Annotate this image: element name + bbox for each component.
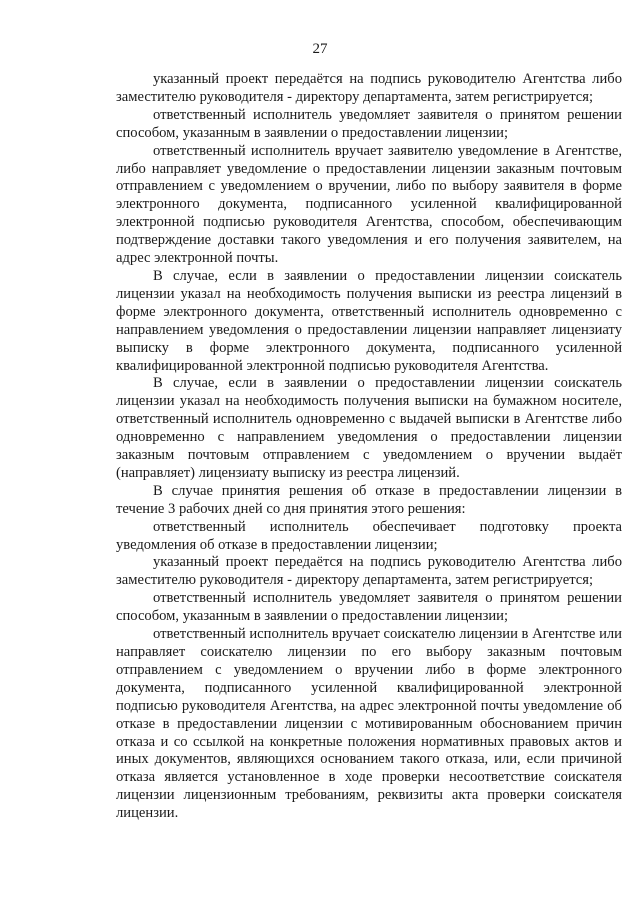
paragraph: указанный проект передаётся на подпись руководителю Агентства либо заместителю руководителя - директору департамента, затем регистрируется;: [116, 554, 622, 589]
paragraph: В случае, если в заявлении о предоставлении лицензии соискатель лицензии указал на необходимость получения выписки из реестра лицензий в форме электронного документа, ответственный исполнитель одновременно с направлением уведомления о предоставлении лицензии направляет лицензиату выписку в форме электронного документа, подписанного усиленной квалифицированной электронной подписью руководителя Агентства.: [116, 267, 622, 374]
paragraph: В случае, если в заявлении о предоставлении лицензии соискатель лицензии указал на необходимость получения выписки на бумажном носителе, ответственный исполнитель одновременно с выдачей выписки в Агентстве либо одновременно с направлением уведомления о предоставлении лицензии заказным почтовым отправлением с уведомлением о вручении выдаёт (направляет) лицензиату выписку из реестра лицензий.: [116, 375, 622, 481]
paragraph: ответственный исполнитель обеспечивает подготовку проекта уведомления об отказе в предоставлении лицензии;: [116, 518, 622, 553]
paragraph: указанный проект передаётся на подпись руководителю Агентства либо заместителю руководителя - директору департамента, затем регистрируется;: [116, 71, 622, 105]
page-number: 27: [312, 41, 328, 57]
paragraph: ответственный исполнитель вручает соискателю лицензии в Агентстве или направляет соискателю лицензии по его выбору заказным почтовым отправлением с уведомлением о вручении либо в форме электронного документа, подписанного усиленной квалифицированной электронной подписью руководителя Агентства, на адрес электронной почты уведомление об отказе в предоставлении лицензии с мотивированным обоснованием причин отказа и со ссылкой на конкретные положения нормативных правовых актов и иных документов, являющихся основанием такого отказа, или, если причиной отказа является установленное в ходе проверки несоответствие соискателя лицензии лицензионным требованиям, реквизиты акта проверки соискателя лицензии.: [116, 626, 622, 822]
paragraph: ответственный исполнитель уведомляет заявителя о принятом решении способом, указанным в заявлении о предоставлении лицензии;: [116, 590, 622, 625]
document-body: [116, 71, 622, 823]
paragraph: В случае принятия решения об отказе в предоставлении лицензии в течение 3 рабочих дней со дня принятия этого решения:: [116, 482, 622, 517]
paragraph: ответственный исполнитель вручает заявителю уведомление в Агентстве, либо направляет уведомление о предоставлении лицензии заказным почтовым отправлением с уведомлением о вручении, либо по выбору заявителя в форме электронного документа, подписанного усиленной квалифицированной электронной подписью руководителя Агентства, способом, обеспечивающим подтверждение доставки такого уведомления и его получения заявителем, на адрес электронной почты.: [116, 142, 622, 267]
paragraph: ответственный исполнитель уведомляет заявителя о принятом решении способом, указанным в заявлении о предоставлении лицензии;: [116, 106, 622, 141]
